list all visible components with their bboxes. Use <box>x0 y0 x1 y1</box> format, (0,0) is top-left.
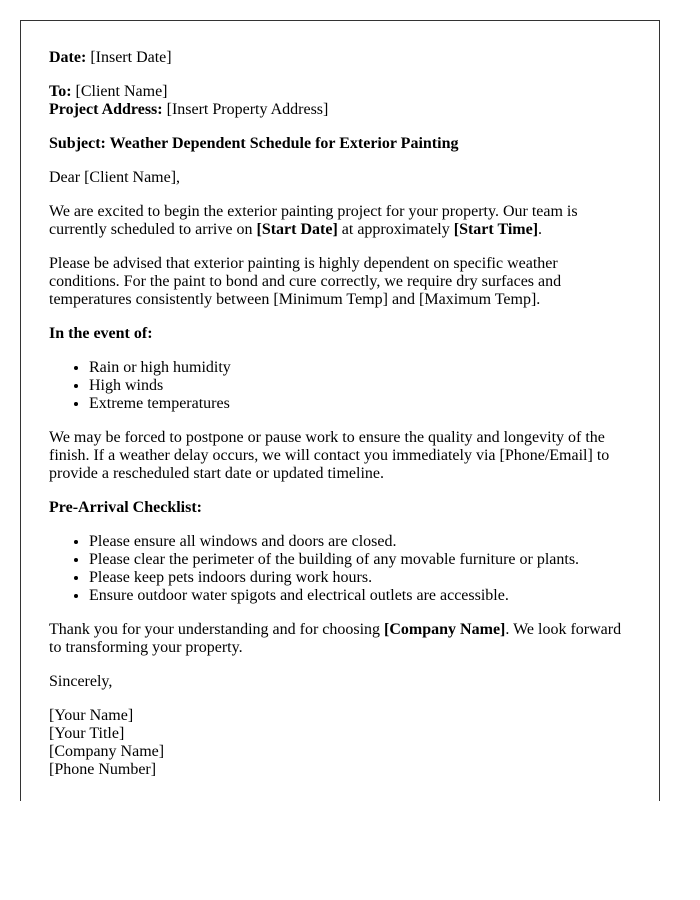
date-label: Date: <box>49 49 87 66</box>
event-heading <box>49 325 631 343</box>
event-list <box>49 359 631 413</box>
signature-company: [Company Name] <box>49 743 165 760</box>
intro-text-3: . <box>538 221 543 238</box>
list-item: • Please keep pets indoors during work hours. <box>89 569 631 587</box>
address-label: Project Address: <box>49 101 163 118</box>
intro-paragraph <box>49 203 631 239</box>
address-line <box>49 101 631 119</box>
list-item: • High winds <box>89 377 631 395</box>
list-item: • Please ensure all windows and doors are closed. <box>89 533 631 551</box>
checklist-heading-text: Pre-Arrival Checklist: <box>49 499 202 516</box>
list-item: • Please clear the perimeter of the building of any movable furniture or plants. <box>89 551 631 569</box>
subject-line <box>49 135 631 153</box>
letter-document <box>20 20 660 801</box>
greeting: Dear [Client Name], <box>49 169 181 186</box>
recipient-block <box>49 83 631 119</box>
closing-company: [Company Name] <box>384 621 506 638</box>
checklist-heading <box>49 499 631 517</box>
delay-paragraph: We may be forced to postpone or pause work to ensure the quality and longevity of the finish. If a weather delay occurs, we will contact you immediately via [Phone/Email] to provide a rescheduled start date or updated timeline. <box>49 429 610 482</box>
closing-text-1: Thank you for your understanding and for choosing <box>49 621 385 638</box>
date-value: [Insert Date] <box>90 49 172 66</box>
intro-text-2: at approximately <box>337 221 454 238</box>
to-label: To: <box>49 83 72 100</box>
event-heading-text: In the event of: <box>49 325 153 342</box>
closing-paragraph <box>49 621 631 657</box>
start-time: [Start Time] <box>453 221 539 238</box>
address-value: [Insert Property Address] <box>166 101 329 118</box>
weather-paragraph: Please be advised that exterior painting is highly dependent on specific weather conditions. For the paint to bond and cure correctly, we require dry surfaces and temperatures consistently between [Minimum Temp] and [Maximum Temp]. <box>49 255 562 308</box>
closing-text-2: . We look forward to transforming your property. <box>49 621 622 656</box>
to-line <box>49 83 631 101</box>
list-item: • Rain or high humidity <box>89 359 631 377</box>
signature-title: [Your Title] <box>49 725 125 742</box>
intro-text-1: We are excited to begin the exterior painting project for your property. Our team is currently scheduled to arrive on <box>49 203 578 238</box>
list-item: • Ensure outdoor water spigots and electrical outlets are accessible. <box>89 587 631 605</box>
start-date: [Start Date] <box>256 221 338 238</box>
to-value: [Client Name] <box>75 83 168 100</box>
signature-name: [Your Name] <box>49 707 134 724</box>
subject-text: Subject: Weather Dependent Schedule for Exterior Painting <box>49 135 459 152</box>
signature-phone: [Phone Number] <box>49 761 157 778</box>
date-line <box>49 49 631 67</box>
checklist-list <box>49 533 631 605</box>
signoff: Sincerely, <box>49 673 113 690</box>
list-item: • Extreme temperatures <box>89 395 631 413</box>
signature-block <box>49 707 631 779</box>
